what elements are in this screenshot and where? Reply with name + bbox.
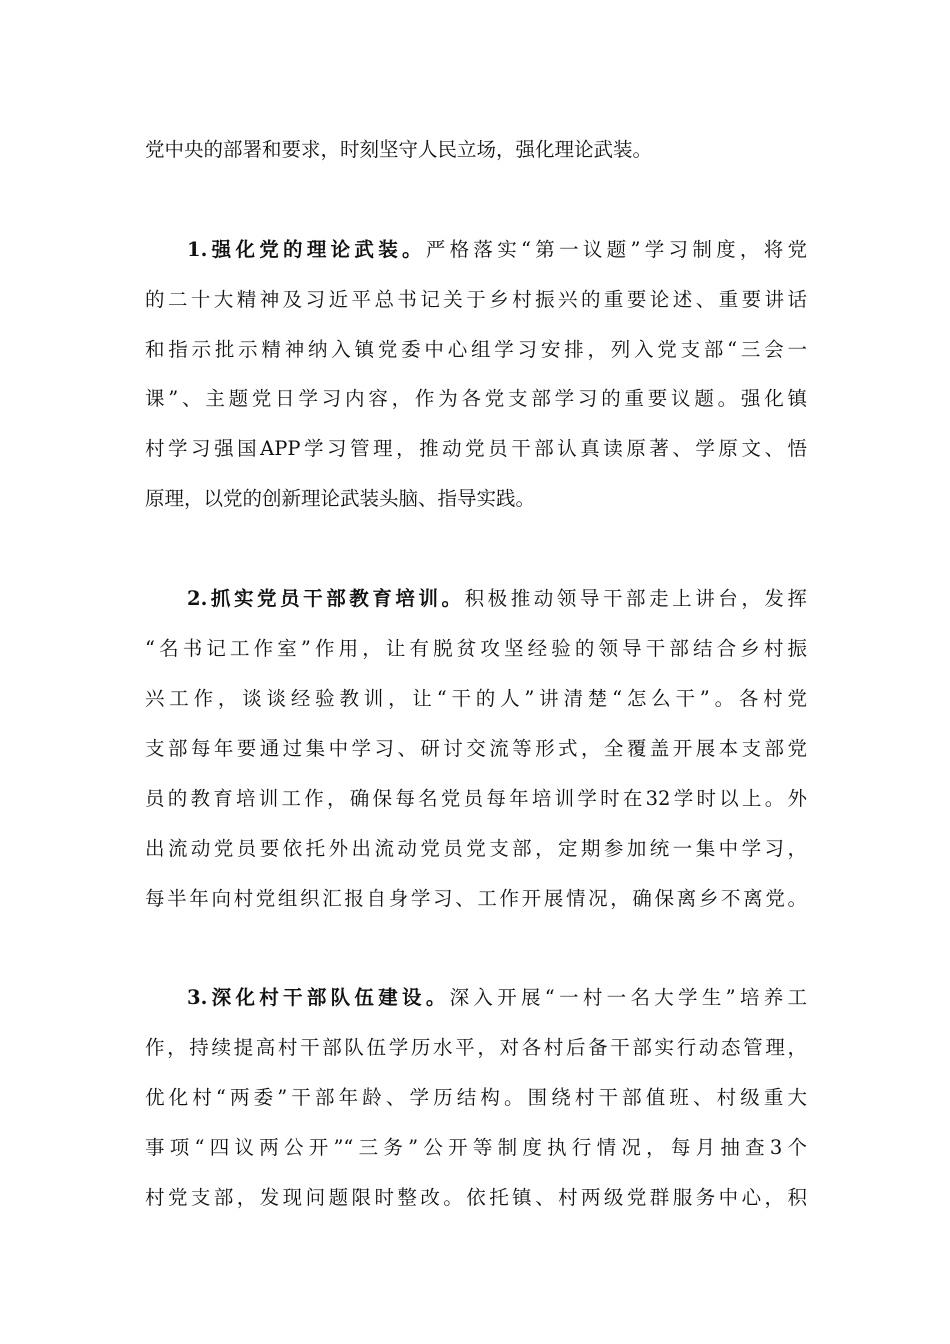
section-2-heading: 2.抓实党员干部教育培训。 (187, 587, 465, 610)
section-2-line-7: 每半年向村党组织汇报自身学习、工作开展情况，确保离乡不离党。 (145, 887, 807, 910)
section-1-heading: 1.强化党的理论武装。 (187, 238, 426, 261)
section-3-line-2: 作，持续提高村干部队伍学历水平，对各村后备干部实行动态管理， (145, 1036, 807, 1059)
section-2-line-3: 兴工作，谈谈经验教训，让“干的人”讲清楚“怎么干”。各村党 (145, 687, 807, 710)
section-1-first-line (187, 237, 807, 263)
section-2-line-4: 支部每年要通过集中学习、研讨交流等形式，全覆盖开展本支部党 (145, 737, 807, 760)
section-3-line-1: 深入开展“一村一名大学生”培养工 (449, 986, 807, 1009)
section-3-line-5: 村党支部，发现问题限时整改。依托镇、村两级党群服务中心，积 (145, 1186, 807, 1209)
intro-line-1: 党中央的部署和要求，时刻坚守人民立场，强化理论武装。 (145, 138, 653, 161)
section-3-line-4: 事项“四议两公开”“三务”公开等制度执行情况，每月抽查3个 (145, 1136, 807, 1159)
section-2-line-2: “名书记工作室”作用，让有脱贫攻坚经验的领导干部结合乡村振 (145, 637, 807, 660)
section-3-line-3: 优化村“两委”干部年龄、学历结构。围绕村干部值班、村级重大 (145, 1086, 807, 1109)
section-2-line-1: 积极推动领导干部走上讲台，发挥 (464, 587, 807, 610)
section-1-line-6: 原理，以党的创新理论武装头脑、指导实践。 (145, 487, 536, 510)
section-3-heading: 3.深化村干部队伍建设。 (187, 986, 450, 1009)
section-1-line-1: 严格落实“第一议题”学习制度，将党 (425, 238, 807, 261)
section-1-line-2: 的二十大精神及习近平总书记关于乡村振兴的重要论述、重要讲话 (145, 288, 807, 311)
section-2-first-line (187, 586, 807, 612)
section-3-first-line (187, 985, 807, 1011)
section-2-line-6: 出流动党员要依托外出流动党员党支部，定期参加统一集中学习， (145, 837, 807, 860)
section-1-line-4: 课”、主题党日学习内容，作为各党支部学习的重要议题。强化镇 (145, 387, 807, 410)
section-1-line-5: 村学习强国APP学习管理，推动党员干部认真读原著、学原文、悟 (145, 437, 807, 460)
section-1-line-3: 和指示批示精神纳入镇党委中心组学习安排，列入党支部“三会一 (145, 338, 807, 361)
section-2-line-5: 员的教育培训工作，确保每名党员每年培训学时在32学时以上。外 (145, 787, 807, 810)
